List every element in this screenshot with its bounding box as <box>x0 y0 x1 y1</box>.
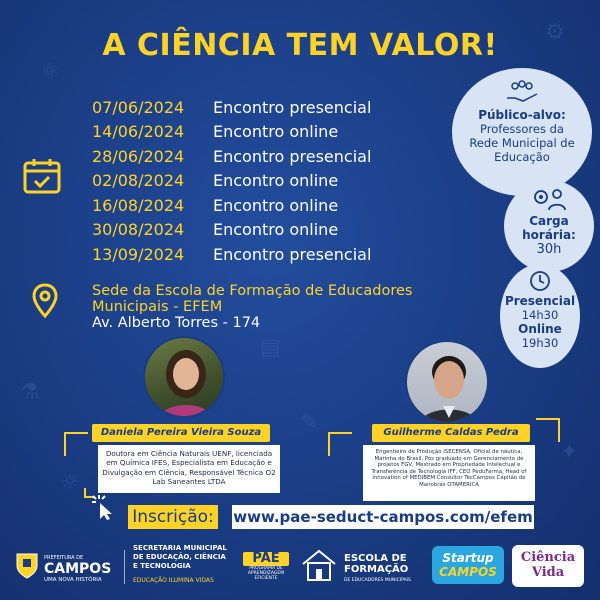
secretaria-logo <box>133 544 227 585</box>
schedule-event: Encontro presencial <box>213 97 372 117</box>
schedule-date: 02/08/2024 <box>92 171 185 191</box>
workload-value: 30h <box>536 242 562 257</box>
people-hand-icon <box>505 80 539 104</box>
venue-block <box>92 283 412 331</box>
schedule-event: Encontro presencial <box>213 244 372 264</box>
schedule-event: Encontro online <box>213 122 339 142</box>
schedule-date: 16/08/2024 <box>92 195 185 215</box>
audience-line: Professores da <box>480 122 564 136</box>
schedule-date: 28/06/2024 <box>92 146 185 166</box>
pencil-doodle-icon: ✎ <box>300 410 319 435</box>
audience-badge <box>452 68 592 196</box>
bulb-doodle-icon: ☼ <box>60 470 80 495</box>
decorative-corner <box>536 418 560 442</box>
schedule-event: Encontro online <box>213 195 339 215</box>
speaker-bio: Doutora em Ciência Naturais UENF, licenciada em Química IFES, Especialista em Educação e Divulgação em Ciência, Responsável Técnica O2 Lab Saneantes LTDA <box>98 445 280 493</box>
flask-doodle-icon: ⚗ <box>20 380 40 405</box>
vida-label: Vida <box>531 565 565 580</box>
gear-person-icon <box>529 186 569 212</box>
schedule-date: 07/06/2024 <box>92 97 185 117</box>
presencial-time: 14h30 <box>521 308 559 322</box>
atom-doodle-icon: ⚛ <box>40 60 60 85</box>
schedule-event: Encontro presencial <box>213 146 372 166</box>
schedule-date: 13/09/2024 <box>92 244 185 264</box>
escola-logo <box>344 553 411 586</box>
pae-logo <box>243 542 289 581</box>
speaker-name: Daniela Pereira Vieira Souza <box>92 424 270 442</box>
campos-tagline: UMA NOVA HISTÓRIA <box>44 577 102 583</box>
schedule-date: 30/08/2024 <box>92 220 185 240</box>
secretaria-line: DE EDUCAÇÃO, CIÊNCIA <box>133 553 226 561</box>
location-pin-icon <box>32 283 58 319</box>
speaker-bio: Engenheiro de Produção ISECENSA, Oficial de náutica, Marinha do Brasil, Pós graduado em Gerenciamento de projetos FGV, Mestrado em Propriedade Intelectual e Transferência de Tecnologia IFF, CEO PeduFarma, Head of innovation of MEDIBEM Consultor TecCampos Capitão de Manobras OTAMERICA <box>363 445 535 501</box>
divider <box>124 550 125 584</box>
clock-icon <box>529 270 551 292</box>
schedule-list <box>92 95 371 267</box>
secretaria-line: SECRETARIA MUNICIPAL <box>133 544 227 552</box>
online-label: Online <box>518 322 562 336</box>
venue-address: Av. Alberto Torres - 174 <box>92 315 261 331</box>
campos-logo <box>14 550 112 584</box>
escola-line: FORMAÇÃO <box>344 564 409 575</box>
online-time: 19h30 <box>521 336 559 350</box>
pae-label: PAE <box>243 552 289 566</box>
calendar-icon <box>22 157 62 195</box>
speaker-photo <box>405 340 489 424</box>
venue-line-2: Municipais - EFEM <box>92 299 223 315</box>
cursor-click-icon <box>90 493 118 521</box>
pae-subtitle: PROGRAMA DE APRENDIZAGEM EFICIENTE <box>247 566 285 581</box>
schedule-event: Encontro online <box>213 220 339 240</box>
escola-line: ESCOLA DE <box>344 553 407 564</box>
audience-heading: Público-alvo: <box>478 108 566 122</box>
registration-link[interactable]: www.pae-seduct-campos.com/efem <box>232 505 534 529</box>
school-house-icon <box>300 548 338 584</box>
schedule-row <box>92 193 371 218</box>
schedule-row <box>92 120 371 145</box>
speaker-name: Guilherme Caldas Pedra <box>372 424 530 442</box>
workload-badge <box>504 180 594 272</box>
page-title: A CIÊNCIA TEM VALOR! <box>102 28 498 63</box>
registration-label: Inscrição: <box>128 505 218 529</box>
decorative-corner <box>64 432 88 456</box>
decorative-corner <box>328 432 352 456</box>
workload-heading: Carga horária: <box>522 214 576 242</box>
escola-subtitle: DE EDUCADORES MUNICIPAIS <box>344 578 411 583</box>
prefeitura-label: PREFEITURA DE <box>44 555 84 561</box>
startup-campos-label: CAMPOS <box>439 565 497 579</box>
venue-line-1: Sede da Escola de Formação de Educadores <box>92 283 413 299</box>
schedule-row <box>92 242 371 267</box>
times-badge <box>500 264 580 368</box>
audience-line: Educação <box>494 150 550 164</box>
speaker-photo <box>143 336 225 418</box>
schedule-row <box>92 95 371 120</box>
schedule-row <box>92 218 371 243</box>
coat-of-arms-icon <box>14 550 40 580</box>
startup-campos-logo <box>432 546 504 584</box>
schedule-date: 14/06/2024 <box>92 122 185 142</box>
ciencia-label: Ciência <box>520 550 576 565</box>
star-doodle-icon: ✦ <box>560 440 579 465</box>
footer-logos <box>0 540 600 600</box>
schedule-event: Encontro online <box>213 171 339 191</box>
campos-label: CAMPOS <box>44 561 112 577</box>
ciencia-vida-logo <box>512 545 584 587</box>
book-doodle-icon: ▤ <box>260 335 281 360</box>
startup-label: Startup <box>442 551 494 565</box>
audience-line: Rede Municipal de <box>469 136 575 150</box>
secretaria-line: E TECNOLOGIA <box>133 562 191 570</box>
schedule-row <box>92 169 371 194</box>
schedule-row <box>92 144 371 169</box>
presencial-label: Presencial <box>504 294 576 308</box>
gear-doodle-icon: ⚙ <box>545 20 565 45</box>
secretaria-motto: EDUCAÇÃO ILUMINA VIDAS <box>133 577 214 584</box>
